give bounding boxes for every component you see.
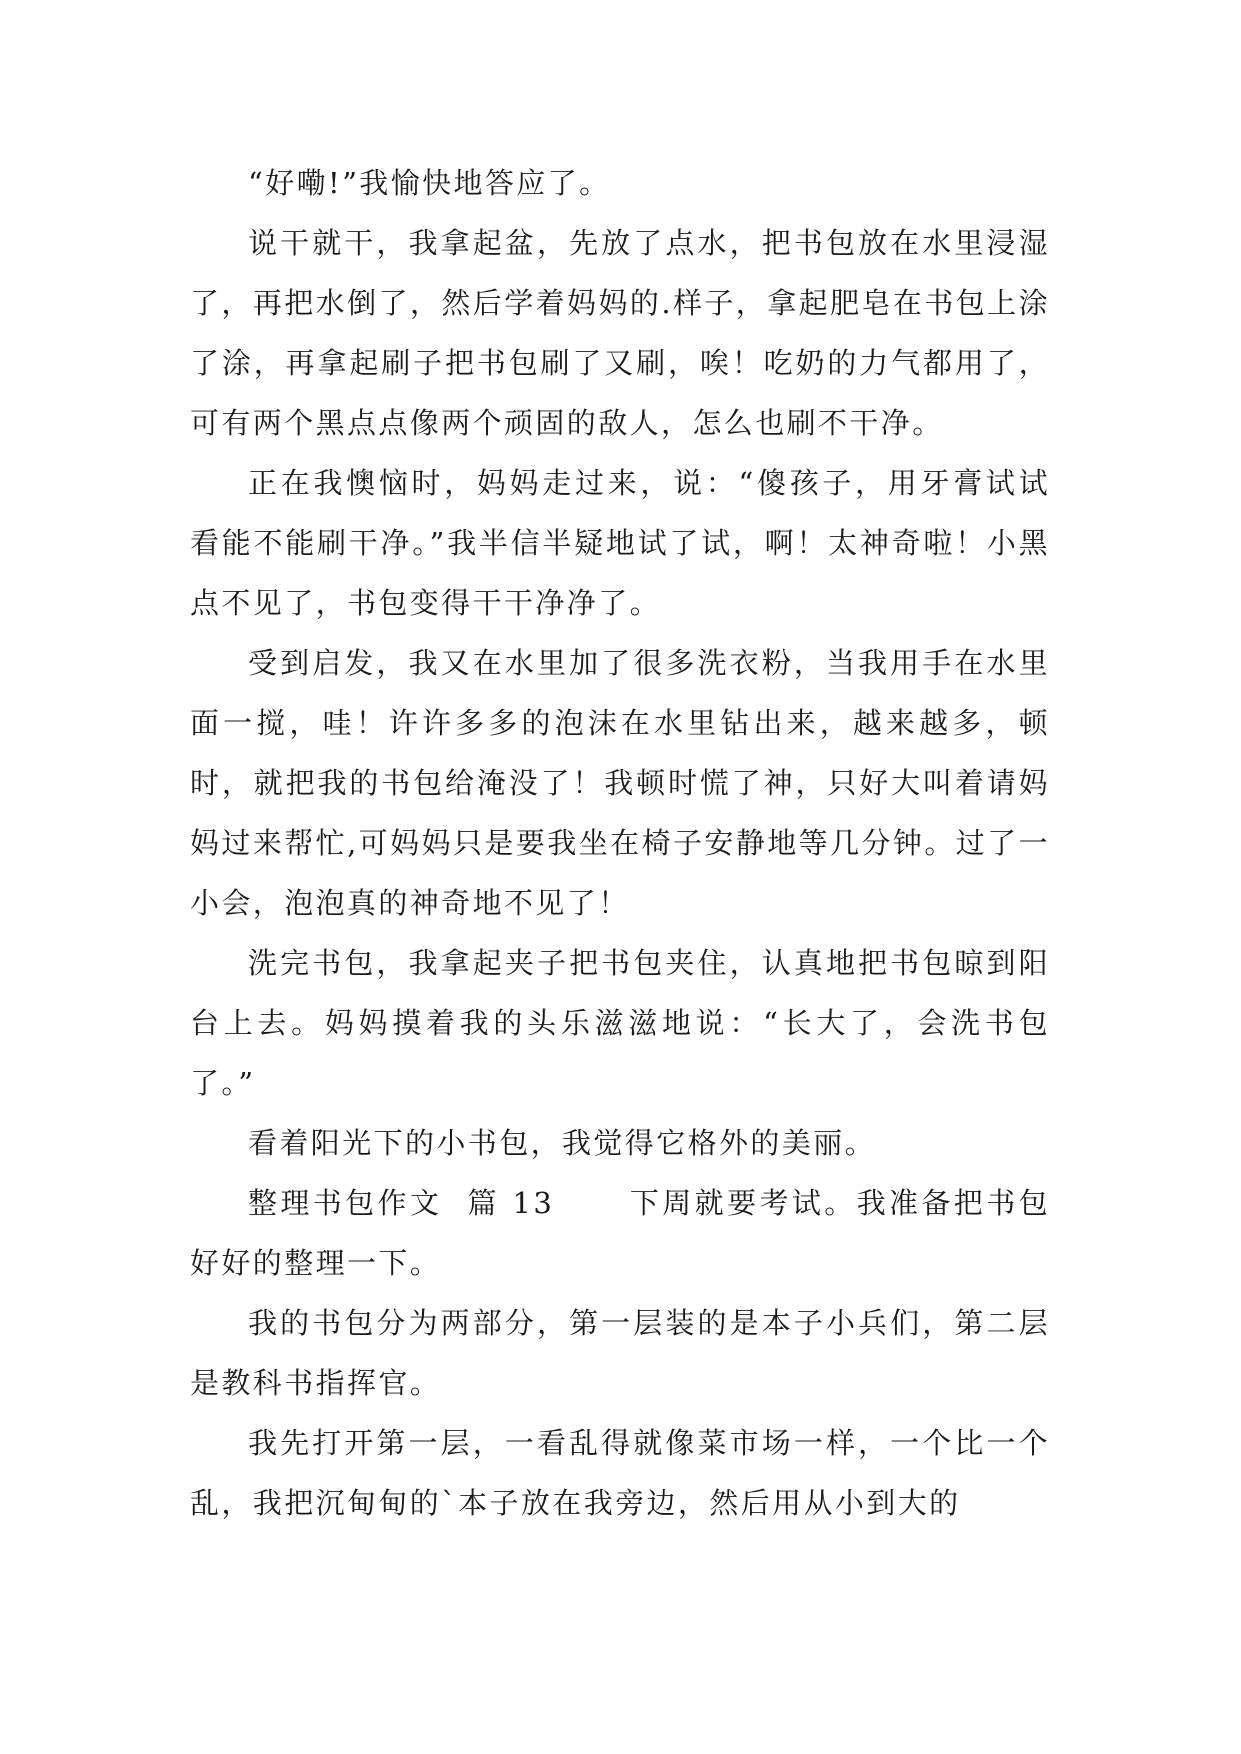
paragraph-4: 受到启发，我又在水里加了很多洗衣粉，当我用手在水里面一搅，哇！许许多多的泡沫在水里钻出来，越来越多，顿时，就把我的书包给淹没了！我顿时慌了神，只好大叫着请妈妈过来帮忙,可妈妈只是要我坐在椅子安静地等几分钟。过了一小会，泡泡真的神奇地不见了！ xyxy=(190,646,1050,920)
paragraph-6: 看着阳光下的小书包，我觉得它格外的美丽。 xyxy=(248,1126,877,1160)
paragraph-9: 我先打开第一层，一看乱得就像菜市场一样，一个比一个乱，我把沉甸甸的`本子放在我旁边，然后用从小到大的 xyxy=(190,1426,1050,1520)
paragraph-5: 洗完书包，我拿起夹子把书包夹住，认真地把书包晾到阳台上去。妈妈摸着我的头乐滋滋地说：“长大了，会洗书包了。” xyxy=(190,946,1050,1100)
paragraph-7-heading: 整理书包作文 篇 13 下周就要考试。我准备把书包好好的整理一下。 xyxy=(190,1186,1050,1280)
paragraph-8: 我的书包分为两部分，第一层装的是本子小兵们，第二层是教科书指挥官。 xyxy=(190,1306,1050,1400)
paragraph-2: 说干就干，我拿起盆，先放了点水，把书包放在水里浸湿了，再把水倒了，然后学着妈妈的.样子，拿起肥皂在书包上涂了涂，再拿起刷子把书包刷了又刷，唉！吃奶的力气都用了，可有两个黑点点像两个顽固的敌人，怎么也刷不干净。 xyxy=(190,226,1050,440)
paragraph-1: “好嘞!”我愉快地答应了。 xyxy=(248,166,611,200)
paragraph-3: 正在我懊恼时，妈妈走过来，说：“傻孩子，用牙膏试试看能不能刷干净。”我半信半疑地试了试，啊！太神奇啦！小黑点不见了，书包变得干干净净了。 xyxy=(190,466,1050,620)
document-body xyxy=(190,153,1050,1533)
